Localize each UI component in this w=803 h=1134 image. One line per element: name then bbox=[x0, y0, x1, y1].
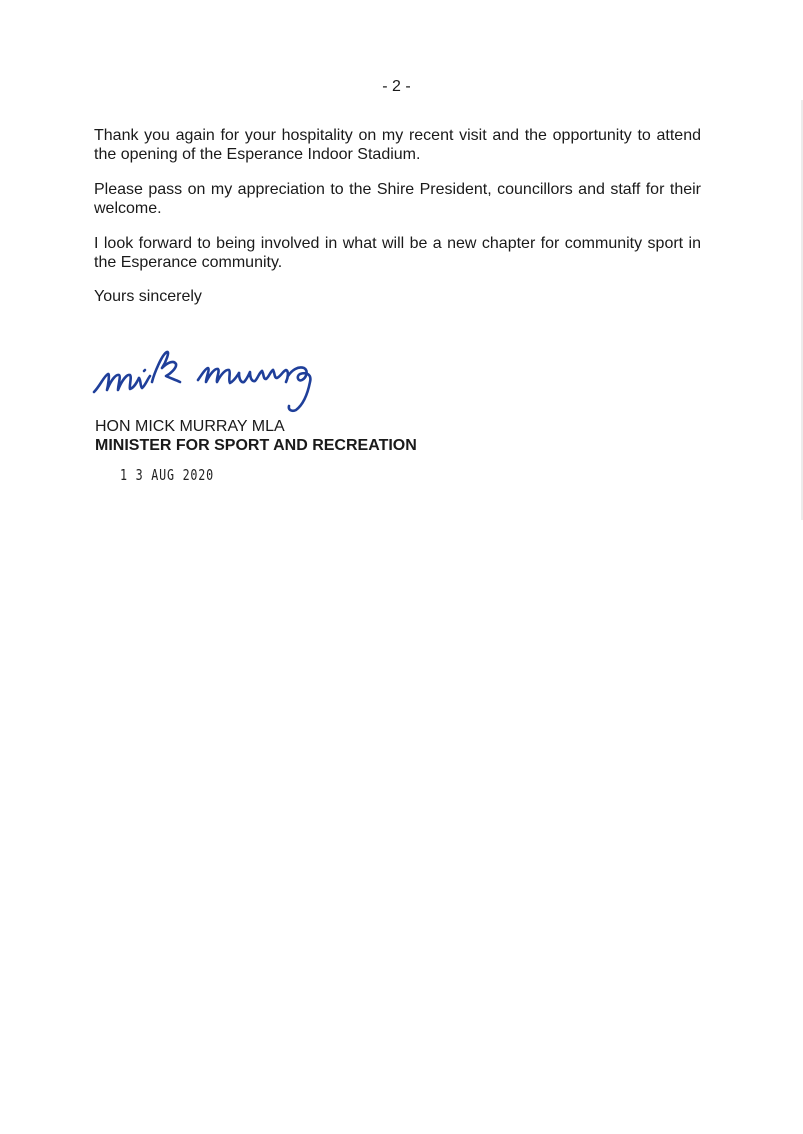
date-stamp: 1 3 AUG 2020 bbox=[120, 466, 214, 484]
paragraph-thanks: Thank you again for your hospitality on my recent visit and the opportunity to attend the opening of the Esperance Indoor Stadium. bbox=[94, 127, 701, 163]
paragraph-look-forward: I look forward to being involved in what will be a new chapter for community sport in the Esperance community. bbox=[94, 235, 701, 271]
page-number: - 2 - bbox=[382, 78, 411, 95]
signatory-name: HON MICK MURRAY MLA bbox=[95, 418, 285, 435]
closing-salutation: Yours sincerely bbox=[94, 288, 202, 305]
signatory-title: MINISTER FOR SPORT AND RECREATION bbox=[95, 437, 417, 454]
paragraph-appreciation: Please pass on my appreciation to the Shire President, councillors and staff for their welcome. bbox=[94, 181, 701, 217]
handwritten-signature bbox=[92, 346, 318, 420]
